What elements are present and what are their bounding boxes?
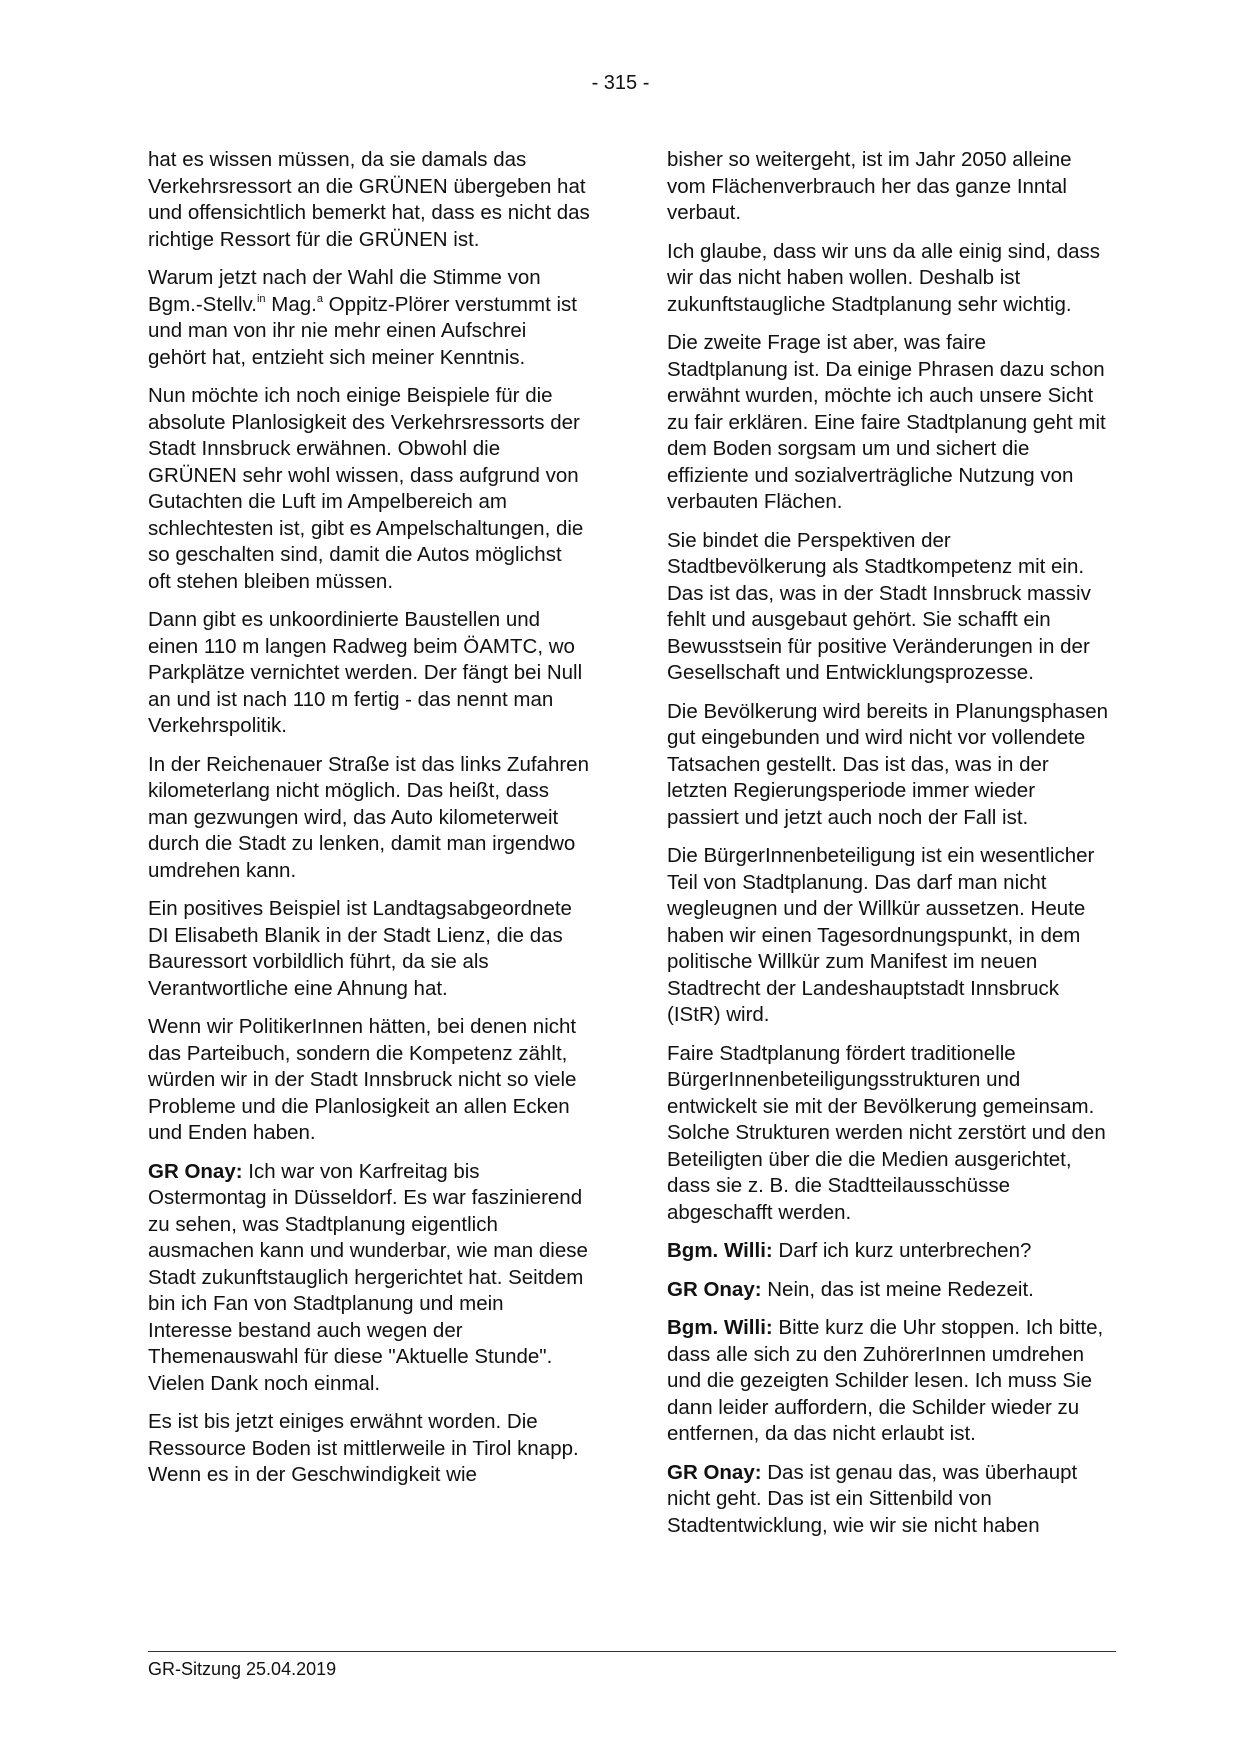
superscript: in — [256, 292, 266, 305]
footer-session-date: GR-Sitzung 25.04.2019 — [148, 1659, 337, 1679]
speech-text: Bitte kurz die Uhr stoppen. Ich bitte, dass alle sich zu den ZuhörerInnen umdrehen und die gezeigten Schilder lesen. Ich muss Sie dann leider auffordern, die Schilder wieder zu entfernen, da das nicht erlaubt ist. — [667, 1316, 1104, 1445]
speech-paragraph — [667, 1460, 1109, 1540]
speaker-name: GR Onay: — [667, 1277, 762, 1301]
paragraph: Es ist bis jetzt einiges erwähnt worden. Die Ressource Boden ist mittlerweile in Tirol knapp. Wenn es in der Geschwindigkeit wie — [148, 1410, 579, 1486]
speech-paragraph — [667, 1277, 1109, 1304]
paragraph: Dann gibt es unkoordinierte Baustellen und einen 110 m langen Radweg beim ÖAMTC, wo Parkplätze vernichtet werden. Der fängt bei Null an und ist nach 110 m fertig - das nennt man Verkehrspolitik. — [148, 608, 583, 737]
speech-text: Ich war von Karfreitag bis Ostermontag in Düsseldorf. Es war faszinierend zu sehen, was Stadtplanung eigentlich ausmachen kann und wunderbar, wie man diese Stadt zukunftstauglich hergerichtet hat. Seitdem bin ich Fan von Stadtplanung und mein Interesse bestand auch wegen der Themenauswahl für diese "Aktuelle Stunde". Vielen Dank noch einmal. — [148, 1159, 588, 1395]
paragraph: bisher so weitergeht, ist im Jahr 2050 alleine vom Flächenverbrauch her das ganze Inntal verbaut. — [667, 148, 1072, 224]
paragraph: Ein positives Beispiel ist Landtagsabgeordnete DI Elisabeth Blanik in der Stadt Lienz, die das Bauressort vorbildlich führt, da sie als Verantwortliche eine Ahnung hat. — [148, 897, 572, 1000]
paragraph: Die zweite Frage ist aber, was faire Stadtplanung ist. Da einige Phrasen dazu schon erwähnt wurden, möchte ich auch unsere Sicht zu fair erklären. Eine faire Stadtplanung geht mit dem Boden sorgsam um und sichert die effiziente und sozialverträgliche Nutzung von verbauten Flächen. — [667, 331, 1106, 513]
speaker-name: Bgm. Willi: — [667, 1316, 773, 1339]
paragraph: Wenn wir PolitikerInnen hätten, bei denen nicht das Parteibuch, sondern die Kompetenz zählt, würden wir in der Stadt Innsbruck nicht so viele Probleme und die Planlosigkeit an allen Ecken und Enden haben. — [148, 1015, 577, 1144]
speech-paragraph — [667, 1315, 1109, 1448]
paragraph: Ich glaube, dass wir uns da alle einig sind, dass wir das nicht haben wollen. Deshalb ist zukunftstaugliche Stadtplanung sehr wichtig. — [667, 239, 1101, 316]
paragraph-text: Warum jetzt nach der Wahl die Stimme von Bgm.-Stellv. — [148, 266, 541, 316]
speech-text: Nein, das ist meine Redezeit. — [761, 1277, 1034, 1301]
speech-paragraph — [148, 1159, 590, 1398]
page-number: - 315 - — [591, 72, 650, 94]
paragraph: Die BürgerInnenbeteiligung ist ein wesentlicher Teil von Stadtplanung. Das darf man nicht wegleugnen und der Willkür aussetzen. Heute haben wir einen Tagesordnungspunkt, in dem politische Willkür zum Manifest im neuen Stadtrecht der Landeshauptstadt Innsbruck (IStR) wird. — [667, 844, 1095, 1026]
left-column — [148, 147, 590, 1501]
paragraph: hat es wissen müssen, da sie damals das Verkehrsressort an die GRÜNEN übergeben hat und offensichtlich bemerkt hat, dass es nicht das richtige Ressort für die GRÜNEN ist. — [148, 148, 590, 251]
paragraph-text: Oppitz-Plörer verstummt ist und man von ihr nie mehr einen Aufschrei gehört hat, entzieht sich meiner Kenntnis. — [148, 292, 577, 369]
paragraph: Sie bindet die Perspektiven der Stadtbevölkerung als Stadtkompetenz mit ein. Das ist das, was in der Stadt Innsbruck massiv fehlt und ausgebaut gehört. Sie schafft ein Bewusstsein für positive Veränderungen in der Gesellschaft und Entwicklungsprozesse. — [667, 528, 1091, 684]
speech-text: Das ist genau das, was überhaupt nicht geht. Das ist ein Sittenbild von Stadtentwicklung, wie wir sie nicht haben — [667, 1460, 1078, 1537]
speaker-name: GR Onay: — [667, 1460, 762, 1484]
speaker-name: GR Onay: — [148, 1159, 243, 1183]
right-column — [667, 147, 1109, 1551]
paragraph: Nun möchte ich noch einige Beispiele für die absolute Planlosigkeit des Verkehrsressorts der Stadt Innsbruck erwähnen. Obwohl die GRÜNEN sehr wohl wissen, dass aufgrund von Gutachten die Luft im Ampelbereich am schlechtesten ist, gibt es Ampelschaltungen, die so geschalten sind, damit die Autos möglichst oft stehen bleiben müssen. — [148, 384, 584, 593]
paragraph — [148, 265, 590, 371]
speaker-name: Bgm. Willi: — [667, 1239, 773, 1262]
speech-paragraph — [667, 1238, 1109, 1265]
paragraph: Faire Stadtplanung fördert traditionelle BürgerInnenbeteiligungsstrukturen und entwickelt sie mit der Bevölkerung gemeinsam. Solche Strukturen werden nicht zerstört und den Beteiligten über die die Medien ausgerichtet, dass sie z. B. die Stadtteilausschüsse abgeschafft werden. — [667, 1041, 1106, 1224]
footer-divider — [148, 1651, 1116, 1652]
paragraph: In der Reichenauer Straße ist das links Zufahren kilometerlang nicht möglich. Das heißt, dass man gezwungen wird, das Auto kilometerweit durch die Stadt zu lenken, damit man irgendwo umdrehen kann. — [148, 752, 589, 882]
paragraph: Die Bevölkerung wird bereits in Planungsphasen gut eingebunden und wird nicht vor vollendete Tatsachen gestellt. Das ist das, was in der letzten Regierungsperiode immer wieder passiert und jetzt auch noch der Fall ist. — [667, 699, 1109, 829]
paragraph-text: Mag. — [265, 292, 317, 316]
superscript: a — [316, 292, 323, 305]
speech-text: Darf ich kurz unterbrechen? — [772, 1239, 1032, 1262]
